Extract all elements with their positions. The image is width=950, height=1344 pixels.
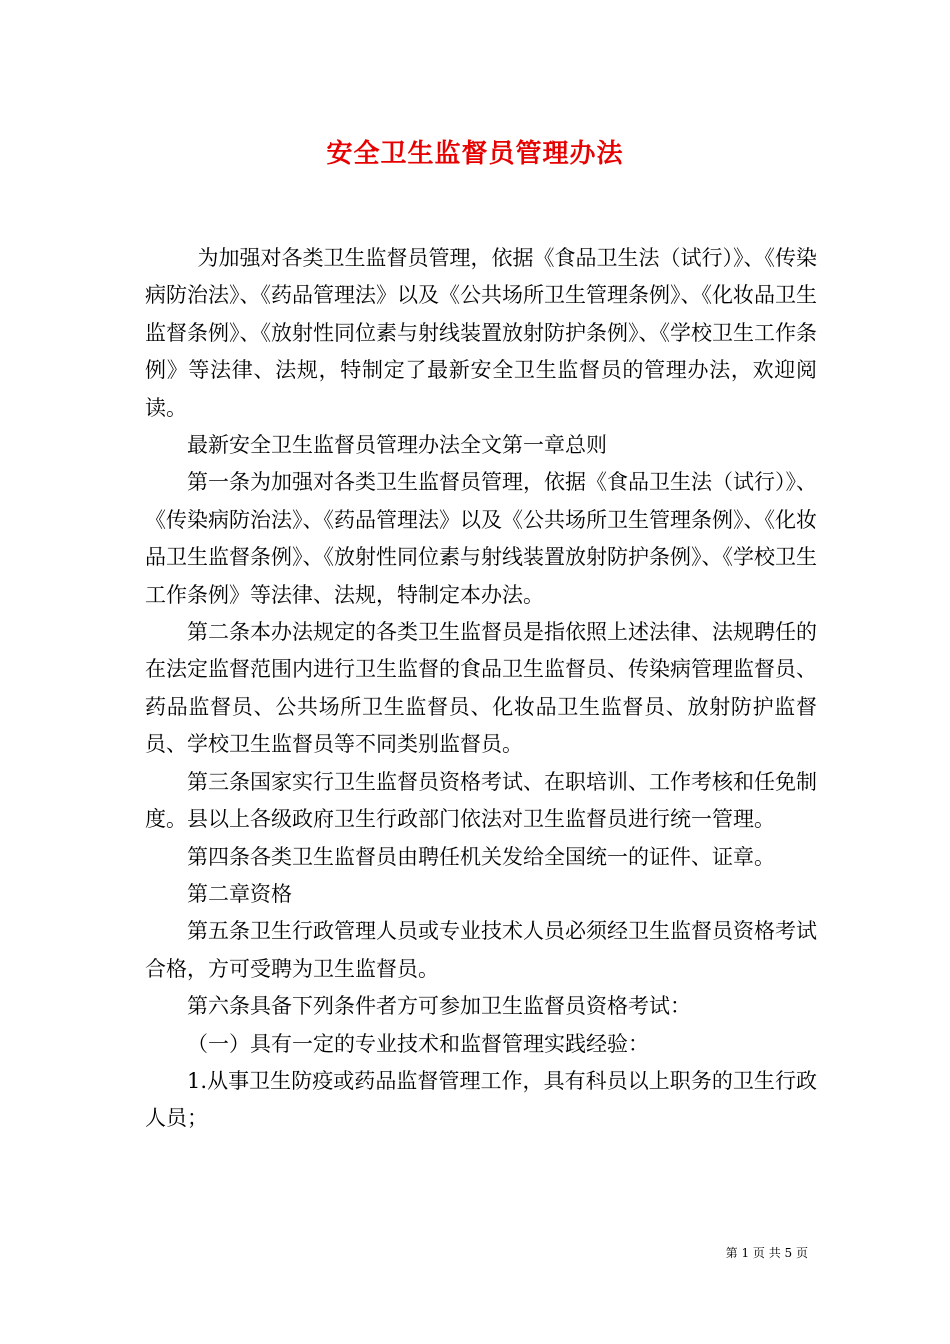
article-4-paragraph: 第四条各类卫生监督员由聘任机关发给全国统一的证件、证章。 <box>187 844 775 869</box>
intro-paragraph: 为加强对各类卫生监督员管理，依据《食品卫生法（试行）》、《传染病防治法》、《药品管理法》以及《公共场所卫生管理条例》、《化妆品卫生监督条例》、《放射性同位素与射线装置放射防护条例》、《学校卫生工作条例》等法律、法规，特制定了最新安全卫生监督员的管理办法，欢迎阅读。 <box>145 246 817 420</box>
document-title: 安全卫生监督员管理办法 <box>326 139 624 169</box>
document-body <box>145 240 817 1138</box>
article-3-paragraph: 第三条国家实行卫生监督员资格考试、在职培训、工作考核和任免制度。县以上各级政府卫生行政部门依法对卫生监督员进行统一管理。 <box>145 769 817 832</box>
chapter-1-heading: 最新安全卫生监督员管理办法全文第一章总则 <box>187 433 607 458</box>
article-6-paragraph: 第六条具备下列条件者方可参加卫生监督员资格考试： <box>187 994 691 1019</box>
page-number-footer: 第 1 页 共 5 页 <box>725 1246 808 1260</box>
condition-1-item-1-paragraph: 1.从事卫生防疫或药品监督管理工作，具有科员以上职务的卫生行政人员； <box>145 1068 817 1131</box>
article-1-paragraph: 第一条为加强对各类卫生监督员管理，依据《食品卫生法（试行）》、《传染病防治法》、《药品管理法》以及《公共场所卫生管理条例》、《化妆品卫生监督条例》、《放射性同位素与射线装置放射防护条例》、《学校卫生工作条例》等法律、法规，特制定本办法。 <box>145 470 817 607</box>
article-5-paragraph: 第五条卫生行政管理人员或专业技术人员必须经卫生监督员资格考试合格，方可受聘为卫生监督员。 <box>145 919 817 981</box>
article-2-paragraph: 第二条本办法规定的各类卫生监督员是指依照上述法律、法规聘任的在法定监督范围内进行卫生监督的食品卫生监督员、传染病管理监督员、药品监督员、公共场所卫生监督员、化妆品卫生监督员、放射防护监督员、学校卫生监督员等不同类别监督员。 <box>145 620 817 757</box>
condition-1-paragraph: （一）具有一定的专业技术和监督管理实践经验： <box>187 1031 649 1056</box>
chapter-2-heading: 第二章资格 <box>187 881 292 906</box>
